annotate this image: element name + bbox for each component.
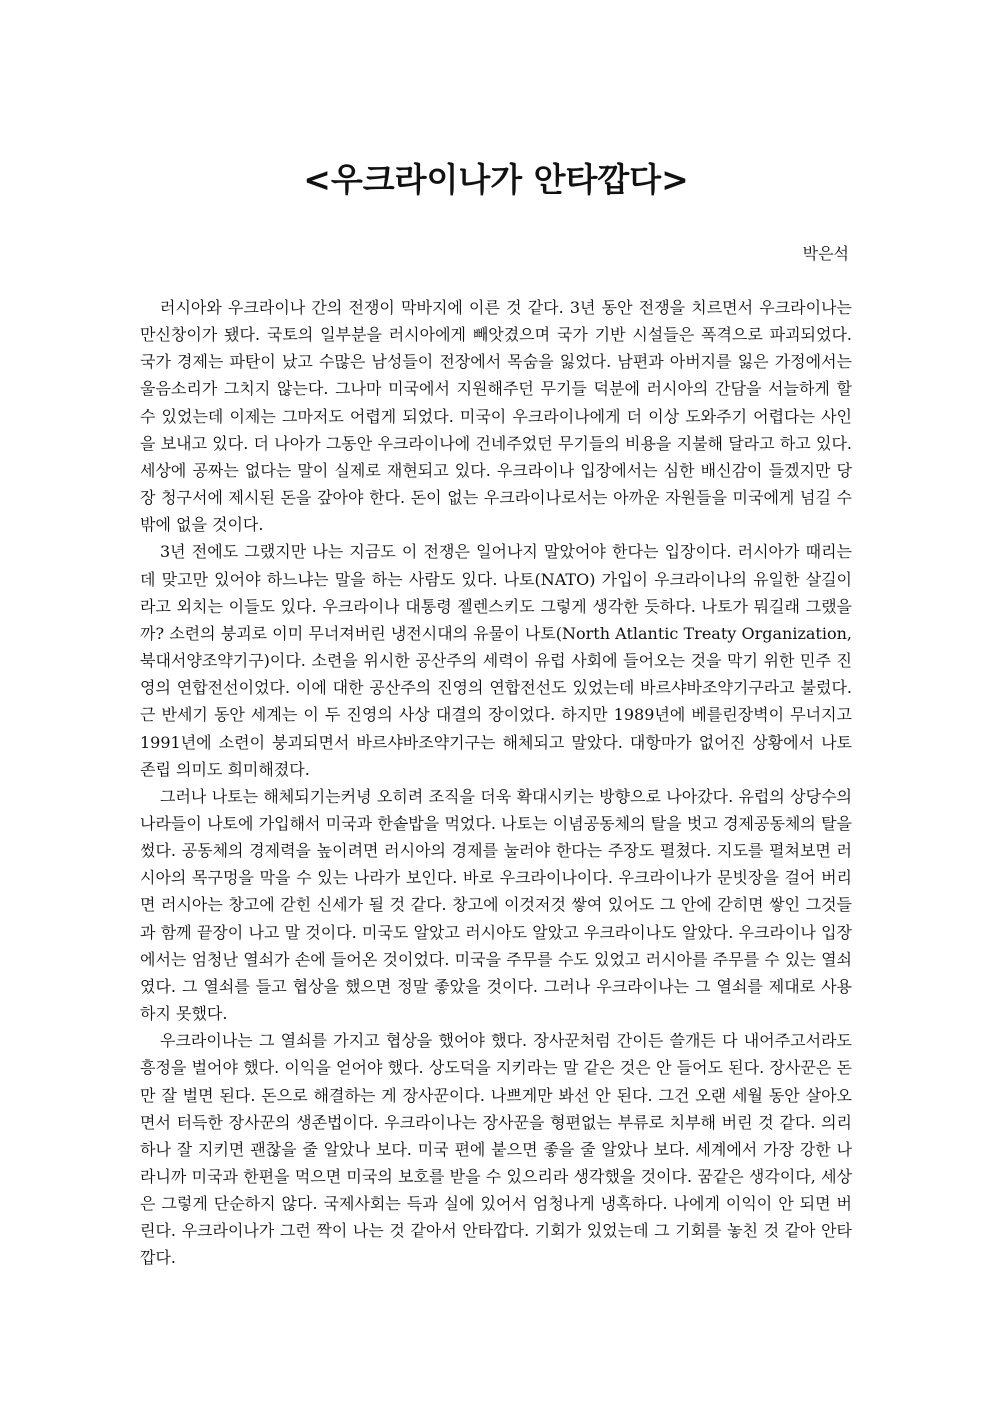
paragraph-1: 러시아와 우크라이나 간의 전쟁이 막바지에 이른 것 같다. 3년 동안 전쟁을 치르면서 우크라이나는 만신창이가 됐다. 국토의 일부분을 러시아에게 빼앗겼으며 국가 기반 시설들은 폭격으로 파괴되었다. 국가 경제는 파탄이 났고 수많은 남성들이 전장에서 목숨을 잃었다. 남편과 아버지를 잃은 가정에서는 울음소리가 그치지 않는다. 그나마 미국에서 지원해주던 무기들 덕분에 러시아의 간담을 서늘하게 할 수 있었는데 이제는 그마저도 어렵게 되었다. 미국이 우크라이나에게 더 이상 도와주기 어렵다는 사인을 보내고 있다. 더 나아가 그동안 우크라이나에 건네주었던 무기들의 비용을 지불해 달라고 하고 있다. 세상에 공짜는 없다는 말이 실제로 재현되고 있다. 우크라이나 입장에서는 심한 배신감이 들겠지만 당장 청구서에 제시된 돈을 갚아야 한다. 돈이 없는 우크라이나로서는 아까운 자원들을 미국에게 넘길 수밖에 없을 것이다. (140, 298, 852, 535)
document-body (140, 294, 852, 1272)
paragraph-3: 그러나 나토는 해체되기는커녕 오히려 조직을 더욱 확대시키는 방향으로 나아갔다. 유럽의 상당수의 나라들이 나토에 가입해서 미국과 한솥밥을 먹었다. 나토는 이념공동체의 탈을 벗고 경제공동체의 탈을 썼다. 공동체의 경제력을 높이려면 러시아의 경제를 눌러야 한다는 주장도 펼쳤다. 지도를 펼쳐보면 러시아의 목구멍을 막을 수 있는 나라가 보인다. 바로 우크라이나이다. 우크라이나가 문빗장을 걸어 버리면 러시아는 창고에 갇힌 신세가 될 것 같다. 창고에 이것저것 쌓여 있어도 그 안에 갇히면 쌓인 그것들과 함께 끝장이 나고 말 것이다. 미국도 알았고 러시아도 알았고 우크라이나도 알았다. 우크라이나 입장에서는 엄청난 열쇠가 손에 들어온 것이었다. 미국을 주무를 수도 있었고 러시아를 주무를 수 있는 열쇠였다. 그 열쇠를 들고 협상을 했으면 정말 좋았을 것이다. 그러나 우크라이나는 그 열쇠를 제대로 사용하지 못했다. (140, 786, 852, 1024)
paragraph-2: 3년 전에도 그랬지만 나는 지금도 이 전쟁은 일어나지 말았어야 한다는 입장이다. 러시아가 때리는데 맞고만 있어야 하느냐는 말을 하는 사람도 있다. 나토(NATO) 가입이 우크라이나의 유일한 살길이라고 외치는 이들도 있다. 우크라이나 대통령 젤렌스키도 그렇게 생각한 듯하다. 나토가 뭐길래 그랬을까? 소련의 붕괴로 이미 무너져버린 냉전시대의 유물이 나토(North Atlantic Treaty Organization, 북대서양조약기구)이다. 소련을 위시한 공산주의 세력이 유럽 사회에 들어오는 것을 막기 위한 민주 진영의 연합전선이었다. 이에 대한 공산주의 진영의 연합전선도 있었는데 바르샤바조약기구라고 불렀다. 근 반세기 동안 세계는 이 두 진영의 사상 대결의 장이었다. 하지만 1989년에 베를린장벽이 무너지고 1991년에 소련이 붕괴되면서 바르샤바조약기구는 해체되고 말았다. 대항마가 없어진 상황에서 나토 존립 의미도 희미해졌다. (140, 542, 852, 779)
document-title: <우크라이나가 안타깝다> (303, 160, 689, 199)
paragraph-4: 우크라이나는 그 열쇠를 가지고 협상을 했어야 했다. 장사꾼처럼 간이든 쓸개든 다 내어주고서라도 흥정을 벌어야 했다. 이익을 얻어야 했다. 상도덕을 지키라는 말 같은 것은 안 들어도 된다. 장사꾼은 돈만 잘 벌면 된다. 돈으로 해결하는 게 장사꾼이다. 나쁘게만 봐선 안 된다. 그건 오랜 세월 동안 살아오면서 터득한 장사꾼의 생존법이다. 우크라이나는 장사꾼을 형편없는 부류로 치부해 버린 것 같다. 의리 하나 잘 지키면 괜찮을 줄 알았나 보다. 미국 편에 붙으면 좋을 줄 알았나 보다. 세계에서 가장 강한 나라니까 미국과 한편을 먹으면 미국의 보호를 받을 수 있으리라 생각했을 것이다. 꿈같은 생각이다, 세상은 그렇게 단순하지 않다. 국제사회는 득과 실에 있어서 엄청나게 냉혹하다. 나에게 이익이 안 되면 버린다. 우크라이나가 그런 짝이 나는 것 같아서 안타깝다. 기회가 있었는데 그 기회를 놓친 것 같아 안타깝다. (140, 1031, 852, 1268)
author-name: 박은석 (802, 244, 849, 263)
